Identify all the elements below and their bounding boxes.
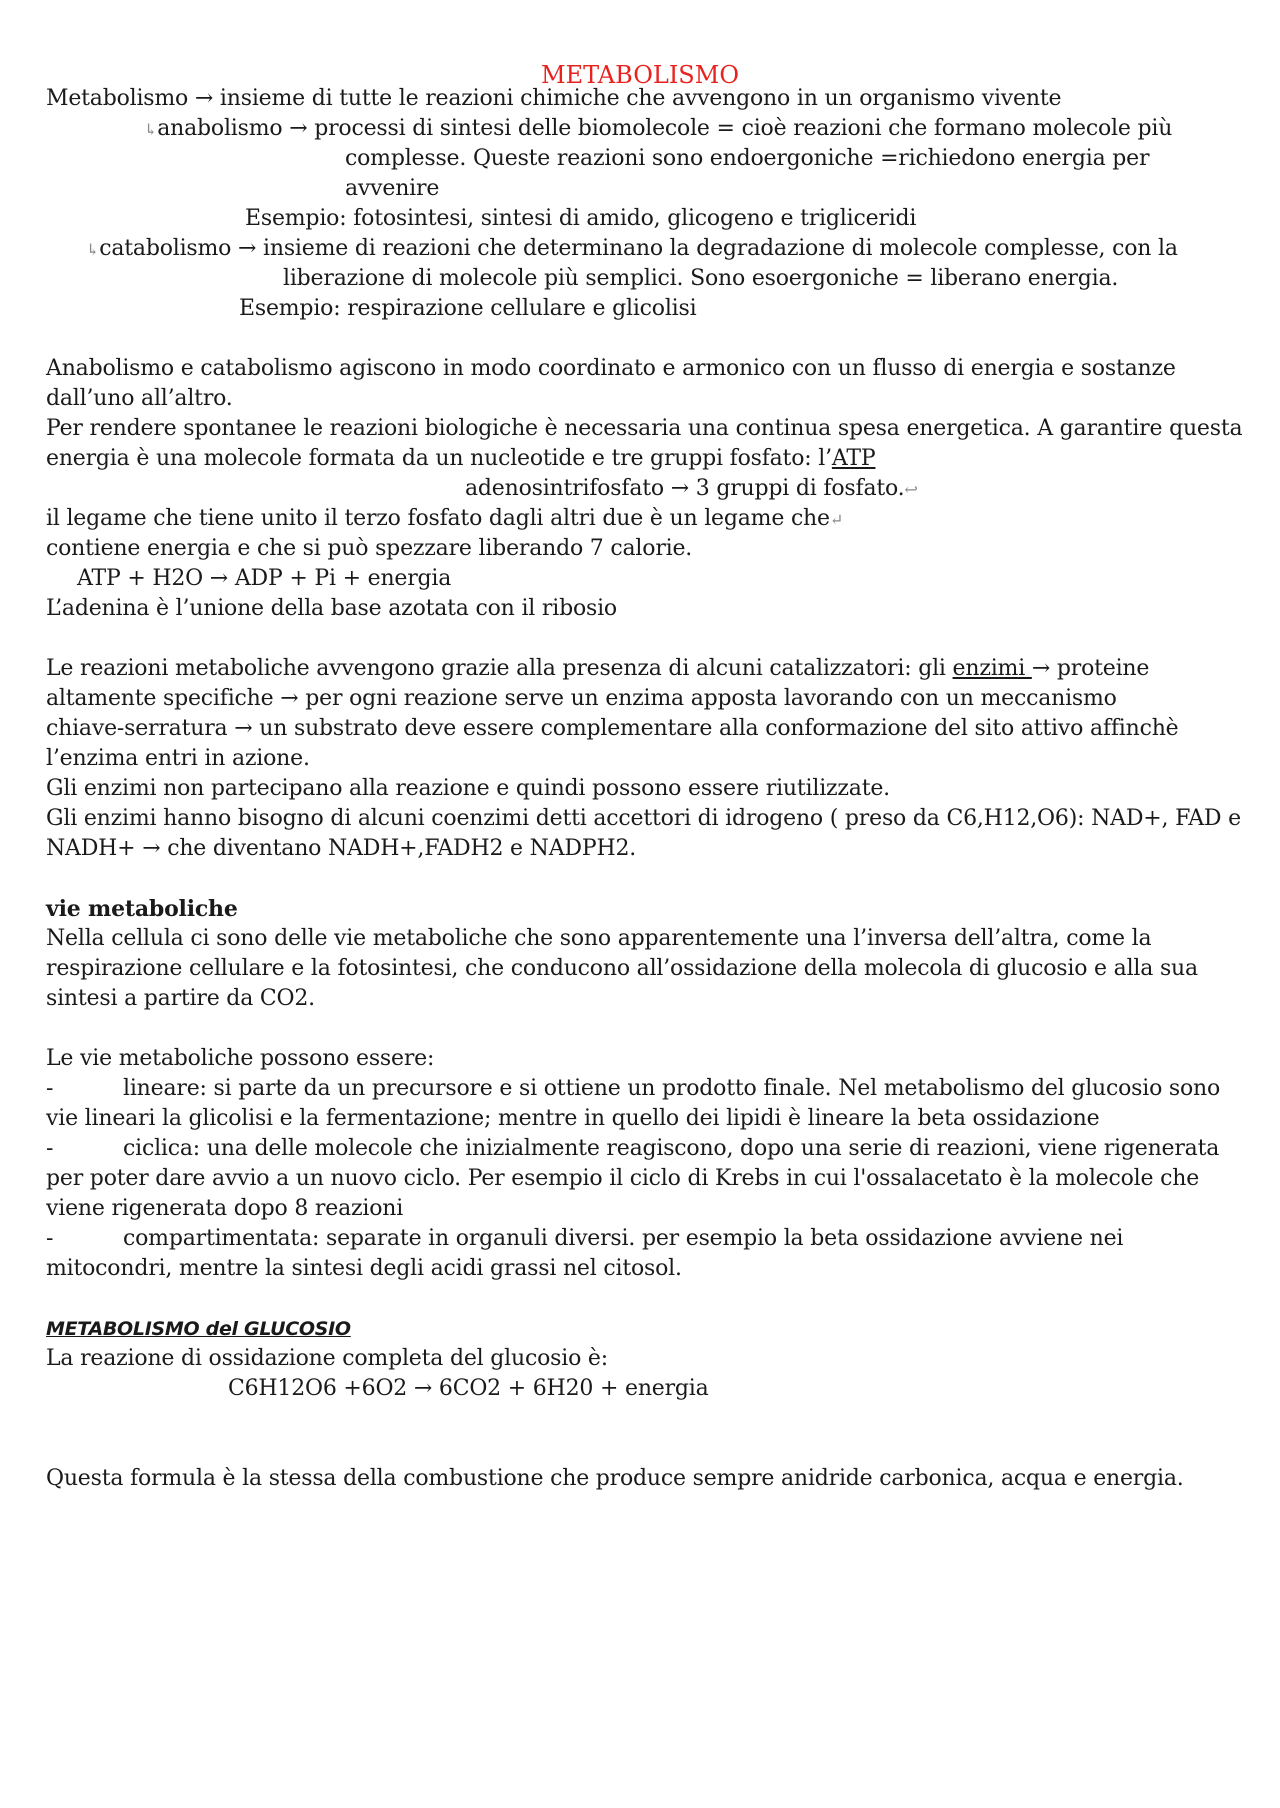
bullet-dash: - xyxy=(46,1226,54,1251)
glucosio-conclusion: Questa formula è la stessa della combustione che produce sempre anidride carbonica, acqua e energia. xyxy=(46,1466,1184,1491)
atp-paragraph-line: il legame che tiene unito il terzo fosfato dagli altri due è un legame che↵ xyxy=(46,506,844,531)
vie-paragraph-line: respirazione cellulare e la fotosintesi, che conducono all’ossidazione della molecola di glucosio e alla sua xyxy=(46,956,1198,981)
vie-paragraph-line: sintesi a partire da CO2. xyxy=(46,986,315,1011)
atp-paragraph-line: dall’uno all’altro. xyxy=(46,386,233,411)
enzimi-paragraph-line: altamente specifiche → per ogni reazione serve un enzima apposta lavorando con un meccanismo xyxy=(46,686,1117,711)
atp-paragraph-line: Per rendere spontanee le reazioni biologiche è necessaria una continua spesa energetica. A garantire questa xyxy=(46,416,1243,441)
bullet-dash: - xyxy=(46,1076,54,1101)
enzimi-underlined-term: enzimi xyxy=(952,656,1032,681)
anabolismo-line-1: ↳anabolismo → processi di sintesi delle biomolecole = cioè reazioni che formano molecole più xyxy=(144,116,1173,141)
list-item-continuation: viene rigenerata dopo 8 reazioni xyxy=(46,1196,404,1221)
atp-paragraph-line: L’adenina è l’unione della base azotata con il ribosio xyxy=(46,596,617,621)
glucosio-formula: C6H12O6 +6O2 → 6CO2 + 6H20 + energia xyxy=(228,1376,709,1401)
catabolismo-line-2: liberazione di molecole più semplici. Sono esoergoniche = liberano energia. xyxy=(283,266,1119,291)
list-item-continuation: vie lineari la glicolisi e la fermentazione; mentre in quello dei lipidi è lineare la beta ossidazione xyxy=(46,1106,1100,1131)
bullet-dash: - xyxy=(46,1136,54,1161)
enzimi-paragraph-line: Gli enzimi non partecipano alla reazione e quindi possono essere riutilizzate. xyxy=(46,776,890,801)
atp-paragraph-line: contiene energia e che si può spezzare liberando 7 calorie. xyxy=(46,536,693,561)
enzimi-paragraph-line: NADH+ → che diventano NADH+,FADH2 e NADPH2. xyxy=(46,836,637,861)
vie-list-intro: Le vie metaboliche possono essere: xyxy=(46,1046,435,1071)
line-break-mark-icon: ↵ xyxy=(829,510,844,529)
catabolismo-example: Esempio: respirazione cellulare e glicolisi xyxy=(239,296,697,321)
list-item-compartimentata: - compartimentata: separate in organuli diversi. per esempio la beta ossidazione avviene nei xyxy=(46,1224,1123,1254)
list-item-continuation: mitocondri, mentre la sintesi degli acidi grassi nel citosol. xyxy=(46,1256,682,1281)
atp-paragraph-line: energia è una molecole formata da un nucleotide e tre gruppi fosfato: l’ATP xyxy=(46,446,876,471)
enzimi-paragraph-line: Gli enzimi hanno bisogno di alcuni coenzimi detti accettori di idrogeno ( preso da C6,H12,O6): NAD+, FAD e xyxy=(46,806,1241,831)
metabolismo-definition: Metabolismo → insieme di tutte le reazioni chimiche che avvengono in un organismo vivente xyxy=(46,86,1062,111)
atp-underlined-term: ATP xyxy=(831,446,876,471)
sub-arrow-icon: ↳ xyxy=(86,240,100,259)
anabolismo-line-3: avvenire xyxy=(345,176,440,201)
page-title: METABOLISMO xyxy=(541,61,739,89)
return-mark-icon: ↩ xyxy=(904,480,918,499)
enzimi-paragraph-line: chiave-serratura → un substrato deve essere complementare alla conformazione del sito attivo affinchè xyxy=(46,716,1179,741)
enzimi-paragraph-line: l’enzima entri in azione. xyxy=(46,746,310,771)
glucosio-section-heading: METABOLISMO del GLUCOSIO xyxy=(46,1318,351,1340)
catabolismo-line-1: ↳catabolismo → insieme di reazioni che determinano la degradazione di molecole complesse, con la xyxy=(86,236,1178,261)
atp-equation: ATP + H2O → ADP + Pi + energia xyxy=(77,566,452,591)
vie-metaboliche-heading: vie metaboliche xyxy=(46,896,238,922)
anabolismo-line-2: complesse. Queste reazioni sono endoergoniche =richiedono energia per xyxy=(345,146,1150,171)
enzimi-paragraph-line: Le reazioni metaboliche avvengono grazie alla presenza di alcuni catalizzatori: gli enzimi → proteine xyxy=(46,656,1150,681)
anabolismo-example: Esempio: fotosintesi, sintesi di amido, glicogeno e trigliceridi xyxy=(245,206,917,231)
list-item-lineare: - lineare: si parte da un precursore e si ottiene un prodotto finale. Nel metabolismo del glucosio sono xyxy=(46,1074,1220,1104)
vie-paragraph-line: Nella cellula ci sono delle vie metaboliche che sono apparentemente una l’inversa dell’altra, come la xyxy=(46,926,1152,951)
atp-definition: adenosintrifosfato → 3 gruppi di fosfato.↩ xyxy=(465,476,918,501)
glucosio-intro: La reazione di ossidazione completa del glucosio è: xyxy=(46,1346,608,1371)
list-item-continuation: per poter dare avvio a un nuovo ciclo. Per esempio il ciclo di Krebs in cui l'ossalacetato è la molecole che xyxy=(46,1166,1200,1191)
list-item-ciclica: - ciclica: una delle molecole che inizialmente reagiscono, dopo una serie di reazioni, viene rigenerata xyxy=(46,1134,1219,1164)
sub-arrow-icon: ↳ xyxy=(144,120,158,139)
atp-paragraph-line: Anabolismo e catabolismo agiscono in modo coordinato e armonico con un flusso di energia e sostanze xyxy=(46,356,1176,381)
